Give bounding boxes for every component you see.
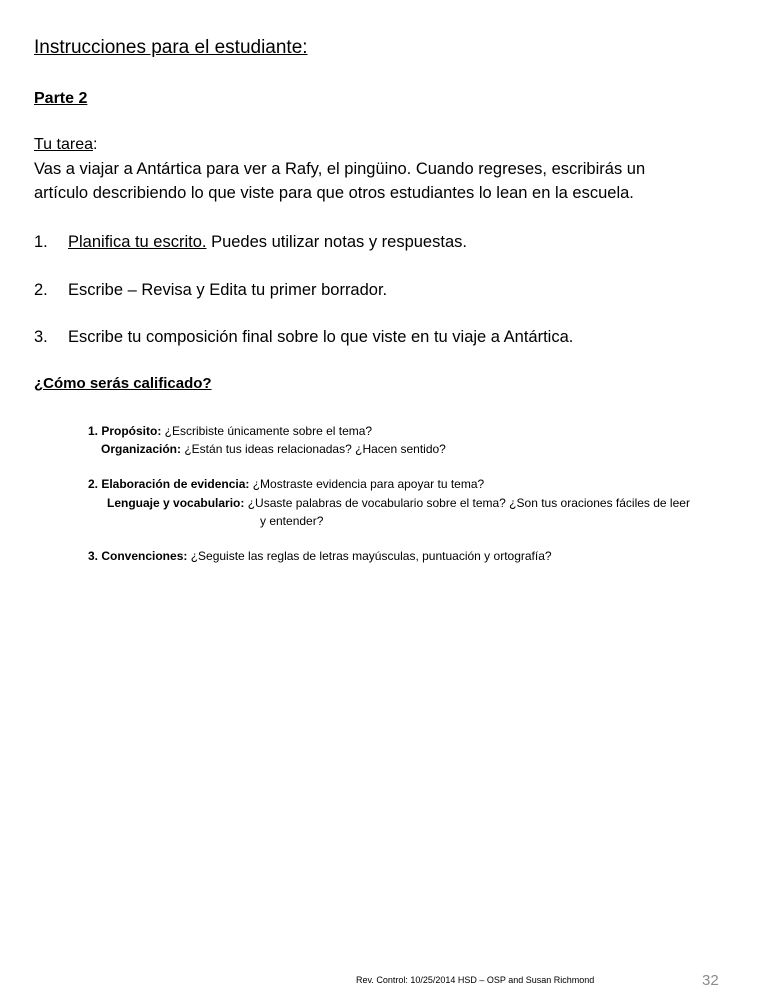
task-label: Tu tarea bbox=[34, 136, 93, 153]
step-number: 2. bbox=[34, 281, 48, 299]
criterion-text: ¿Están tus ideas relacionadas? ¿Hacen sentido? bbox=[181, 442, 446, 456]
criterion-label: 3. Convenciones: bbox=[88, 549, 188, 563]
criterion-text: ¿Escribiste únicamente sobre el tema? bbox=[161, 424, 373, 438]
criterion-text: y entender? bbox=[260, 514, 324, 528]
criterion-organization bbox=[101, 442, 446, 456]
step-text: Escribe tu composición final sobre lo que viste en tu viaje a Antártica. bbox=[68, 328, 574, 346]
criterion-language-continued bbox=[260, 514, 323, 528]
step-1 bbox=[34, 233, 467, 252]
task-heading bbox=[34, 136, 97, 154]
footer-revision: Rev. Control: 10/25/2014 HSD – OSP and Susan Richmond bbox=[356, 975, 595, 985]
grading-heading: ¿Cómo serás calificado? bbox=[34, 375, 212, 392]
criterion-label: Organización: bbox=[101, 442, 182, 456]
criterion-conventions bbox=[88, 549, 552, 563]
criterion-label: 1. Propósito: bbox=[88, 424, 162, 438]
step-number: 1. bbox=[34, 233, 48, 251]
criterion-label: 2. Elaboración de evidencia: bbox=[88, 477, 250, 491]
task-description-line-2: artículo describiendo lo que viste para que otros estudiantes lo lean en la escuela. bbox=[34, 184, 634, 202]
page-number: 32 bbox=[702, 972, 719, 989]
criterion-purpose bbox=[88, 424, 372, 438]
step-3 bbox=[34, 328, 573, 347]
criterion-text: ¿Usaste palabras de vocabulario sobre el tema? ¿Son tus oraciones fáciles de leer bbox=[244, 496, 690, 510]
step-text: Puedes utilizar notas y respuestas. bbox=[206, 233, 467, 251]
part-heading: Parte 2 bbox=[34, 90, 88, 107]
task-colon: : bbox=[93, 136, 98, 153]
page-title: Instrucciones para el estudiante: bbox=[34, 37, 308, 58]
criterion-language bbox=[107, 496, 690, 510]
step-underlined-text: Planifica tu escrito. bbox=[68, 233, 207, 251]
task-description-line-1: Vas a viajar a Antártica para ver a Rafy, el pingüino. Cuando regreses, escribirás un bbox=[34, 160, 646, 178]
step-text: Escribe – Revisa y Edita tu primer borrador. bbox=[68, 281, 388, 299]
criterion-text: ¿Seguiste las reglas de letras mayúsculas, puntuación y ortografía? bbox=[187, 549, 552, 563]
step-2 bbox=[34, 281, 387, 300]
criterion-evidence bbox=[88, 477, 484, 491]
step-number: 3. bbox=[34, 328, 48, 346]
criterion-label: Lenguaje y vocabulario: bbox=[107, 496, 245, 510]
criterion-text: ¿Mostraste evidencia para apoyar tu tema? bbox=[249, 477, 485, 491]
